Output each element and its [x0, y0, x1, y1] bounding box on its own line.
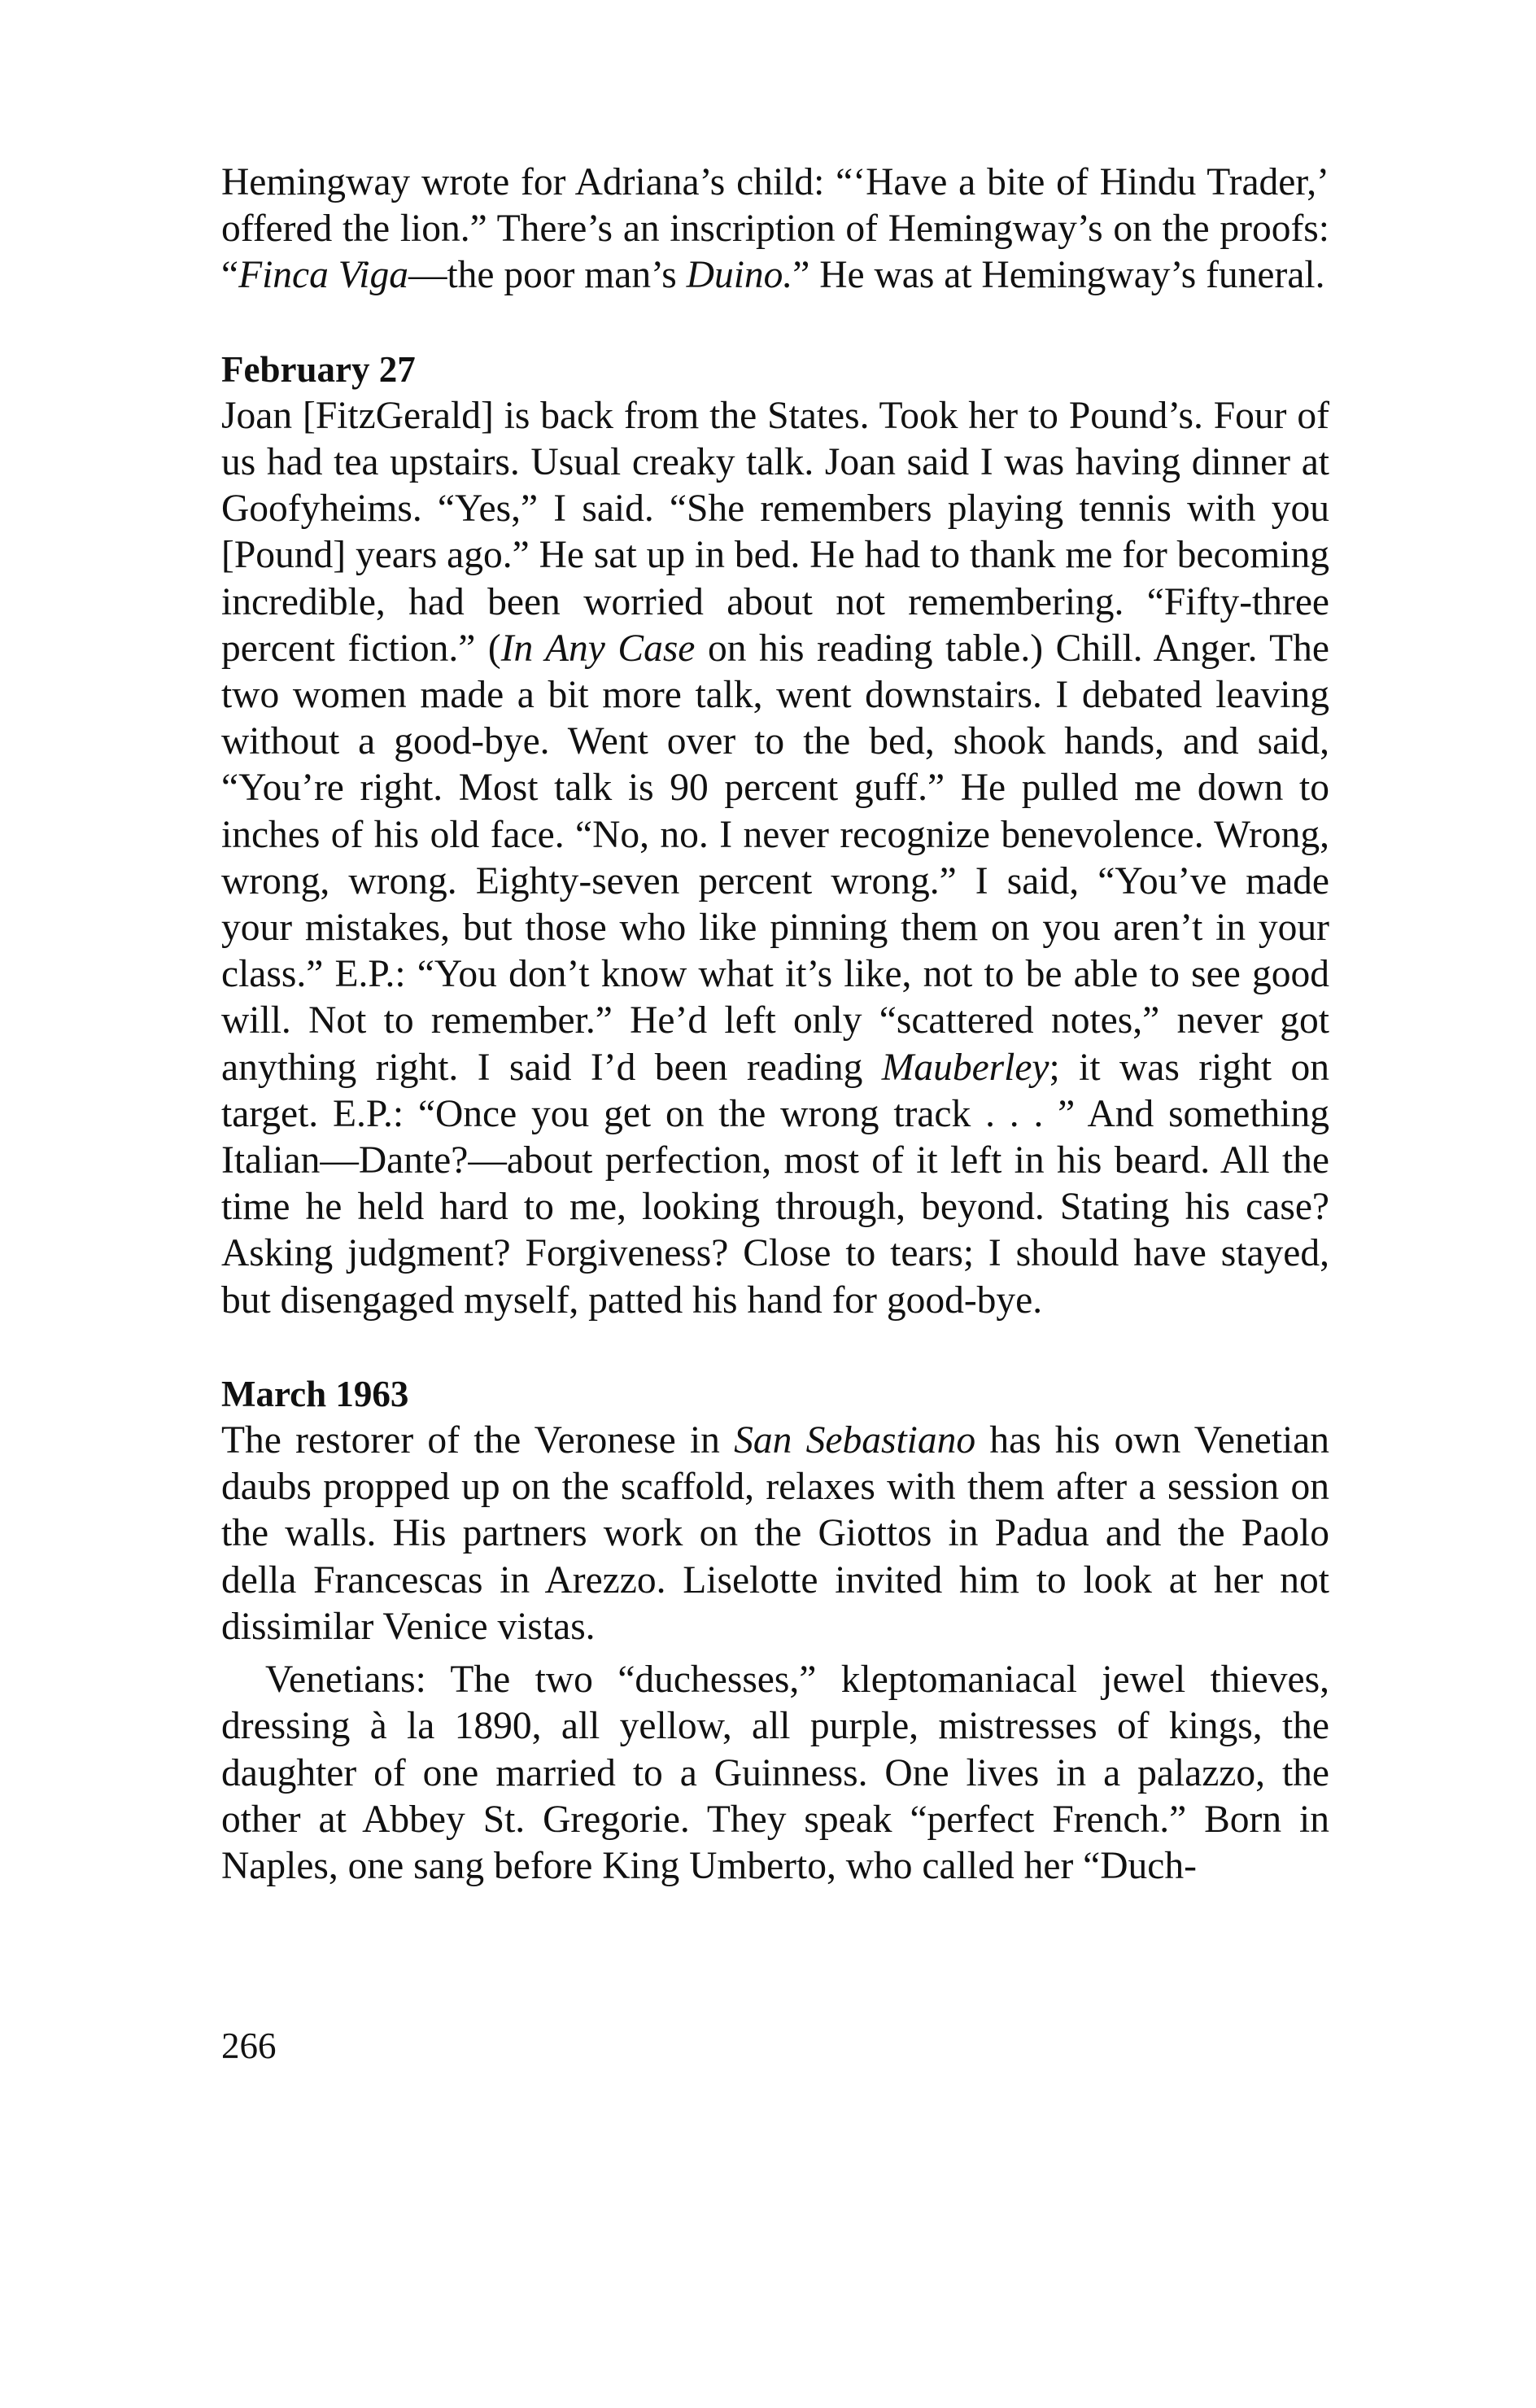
page-body: [221, 160, 1329, 1890]
text-run: Venetians: The two “duchesses,” kleptomaniacal jewel thieves, dressing à la 1890, all yellow, all purple, mistresses of kings, the daughter of one married to a Guinness. One lives in a palazzo, the other at Abbey St. Gregorie. They speak “perfect French.” Born in Naples, one sang before King Umberto, who called her “Duch-: [221, 1659, 1329, 1887]
text-run: on his reading table.) Chill. Anger. The two women made a bit more talk, went downstairs. I debated leaving without a good-bye. Went over to the bed, shook hands, and said, “You’re right. Most talk is 90 percent guff.” He pulled me down to inches of his old face. “No, no. I never recognize benevolence. Wrong, wrong, wrong. Eighty-seven percent wrong.” I said, “You’ve made your mistakes, but those who like pinning them on you aren’t in your class.” E.P.: “You don’t know what it’s like, not to be able to see good will. Not to remember.” He’d left only “scattered notes,” never got anything right. I said I’d been reading: [221, 627, 1330, 1089]
entry-heading-february-27: February 27: [221, 348, 416, 390]
italic-text-run: Mauberley: [881, 1046, 1049, 1089]
paragraph-veronese-restorer: [221, 1418, 1329, 1650]
section-gap: [221, 299, 1329, 347]
section-gap: [221, 1324, 1329, 1371]
paragraph-hemingway-inscription: [221, 160, 1329, 299]
text-run: Joan [FitzGerald] is back from the States. Took her to Pound’s. Four of us had tea upstairs. Usual creaky talk. Joan said I was having dinner at Goofyheims. “Yes,” I said. “She remembers playing tennis with you [Pound] years ago.” He sat up in bed. He had to thank me for becoming incredible, had been worried about not remembering. “Fifty-three percent fiction.” (: [221, 394, 1329, 670]
italic-text-run: Finca Viga: [238, 254, 408, 297]
paragraph-venetians-duchesses: [221, 1657, 1329, 1890]
paragraph-gap: [221, 1650, 1329, 1657]
italic-text-run: San Sebastiano: [734, 1419, 976, 1462]
text-run: ; it was right on target. E.P.: “Once you get on the wrong track . . . ” And something Italian—Dante?—about perfection, most of it left in his beard. All the time he held hard to me, looking through, beyond. Stating his case? Asking judgment? Forgiveness? Close to tears; I should have stayed, but disengaged myself, patted his hand for good-bye.: [221, 1046, 1329, 1322]
page-number: 266: [221, 2026, 277, 2066]
italic-text-run: Duino.: [686, 254, 793, 297]
text-run: Hemingway wrote for Adriana’s child: “‘Have a bite of Hindu Trader,’ offered the lion.” There’s an inscription of Hemingway’s on the proofs: “: [221, 161, 1329, 297]
text-run: The restorer of the Veronese in: [221, 1419, 735, 1462]
text-run: —the poor man’s: [408, 254, 687, 297]
entry-heading-march-1963: March 1963: [221, 1373, 409, 1414]
italic-text-run: In Any Case: [500, 627, 696, 670]
paragraph-pound-visit: [221, 393, 1329, 1324]
text-run: has his own Venetian daubs propped up on the scaffold, relaxes with them after a session on the walls. His partners work on the Giottos in Padua and the Paolo della Francescas in Arezzo. Liselotte invited him to look at her not dissimilar Venice vistas.: [221, 1419, 1329, 1648]
text-run: ” He was at Hemingway’s funeral.: [792, 254, 1325, 297]
